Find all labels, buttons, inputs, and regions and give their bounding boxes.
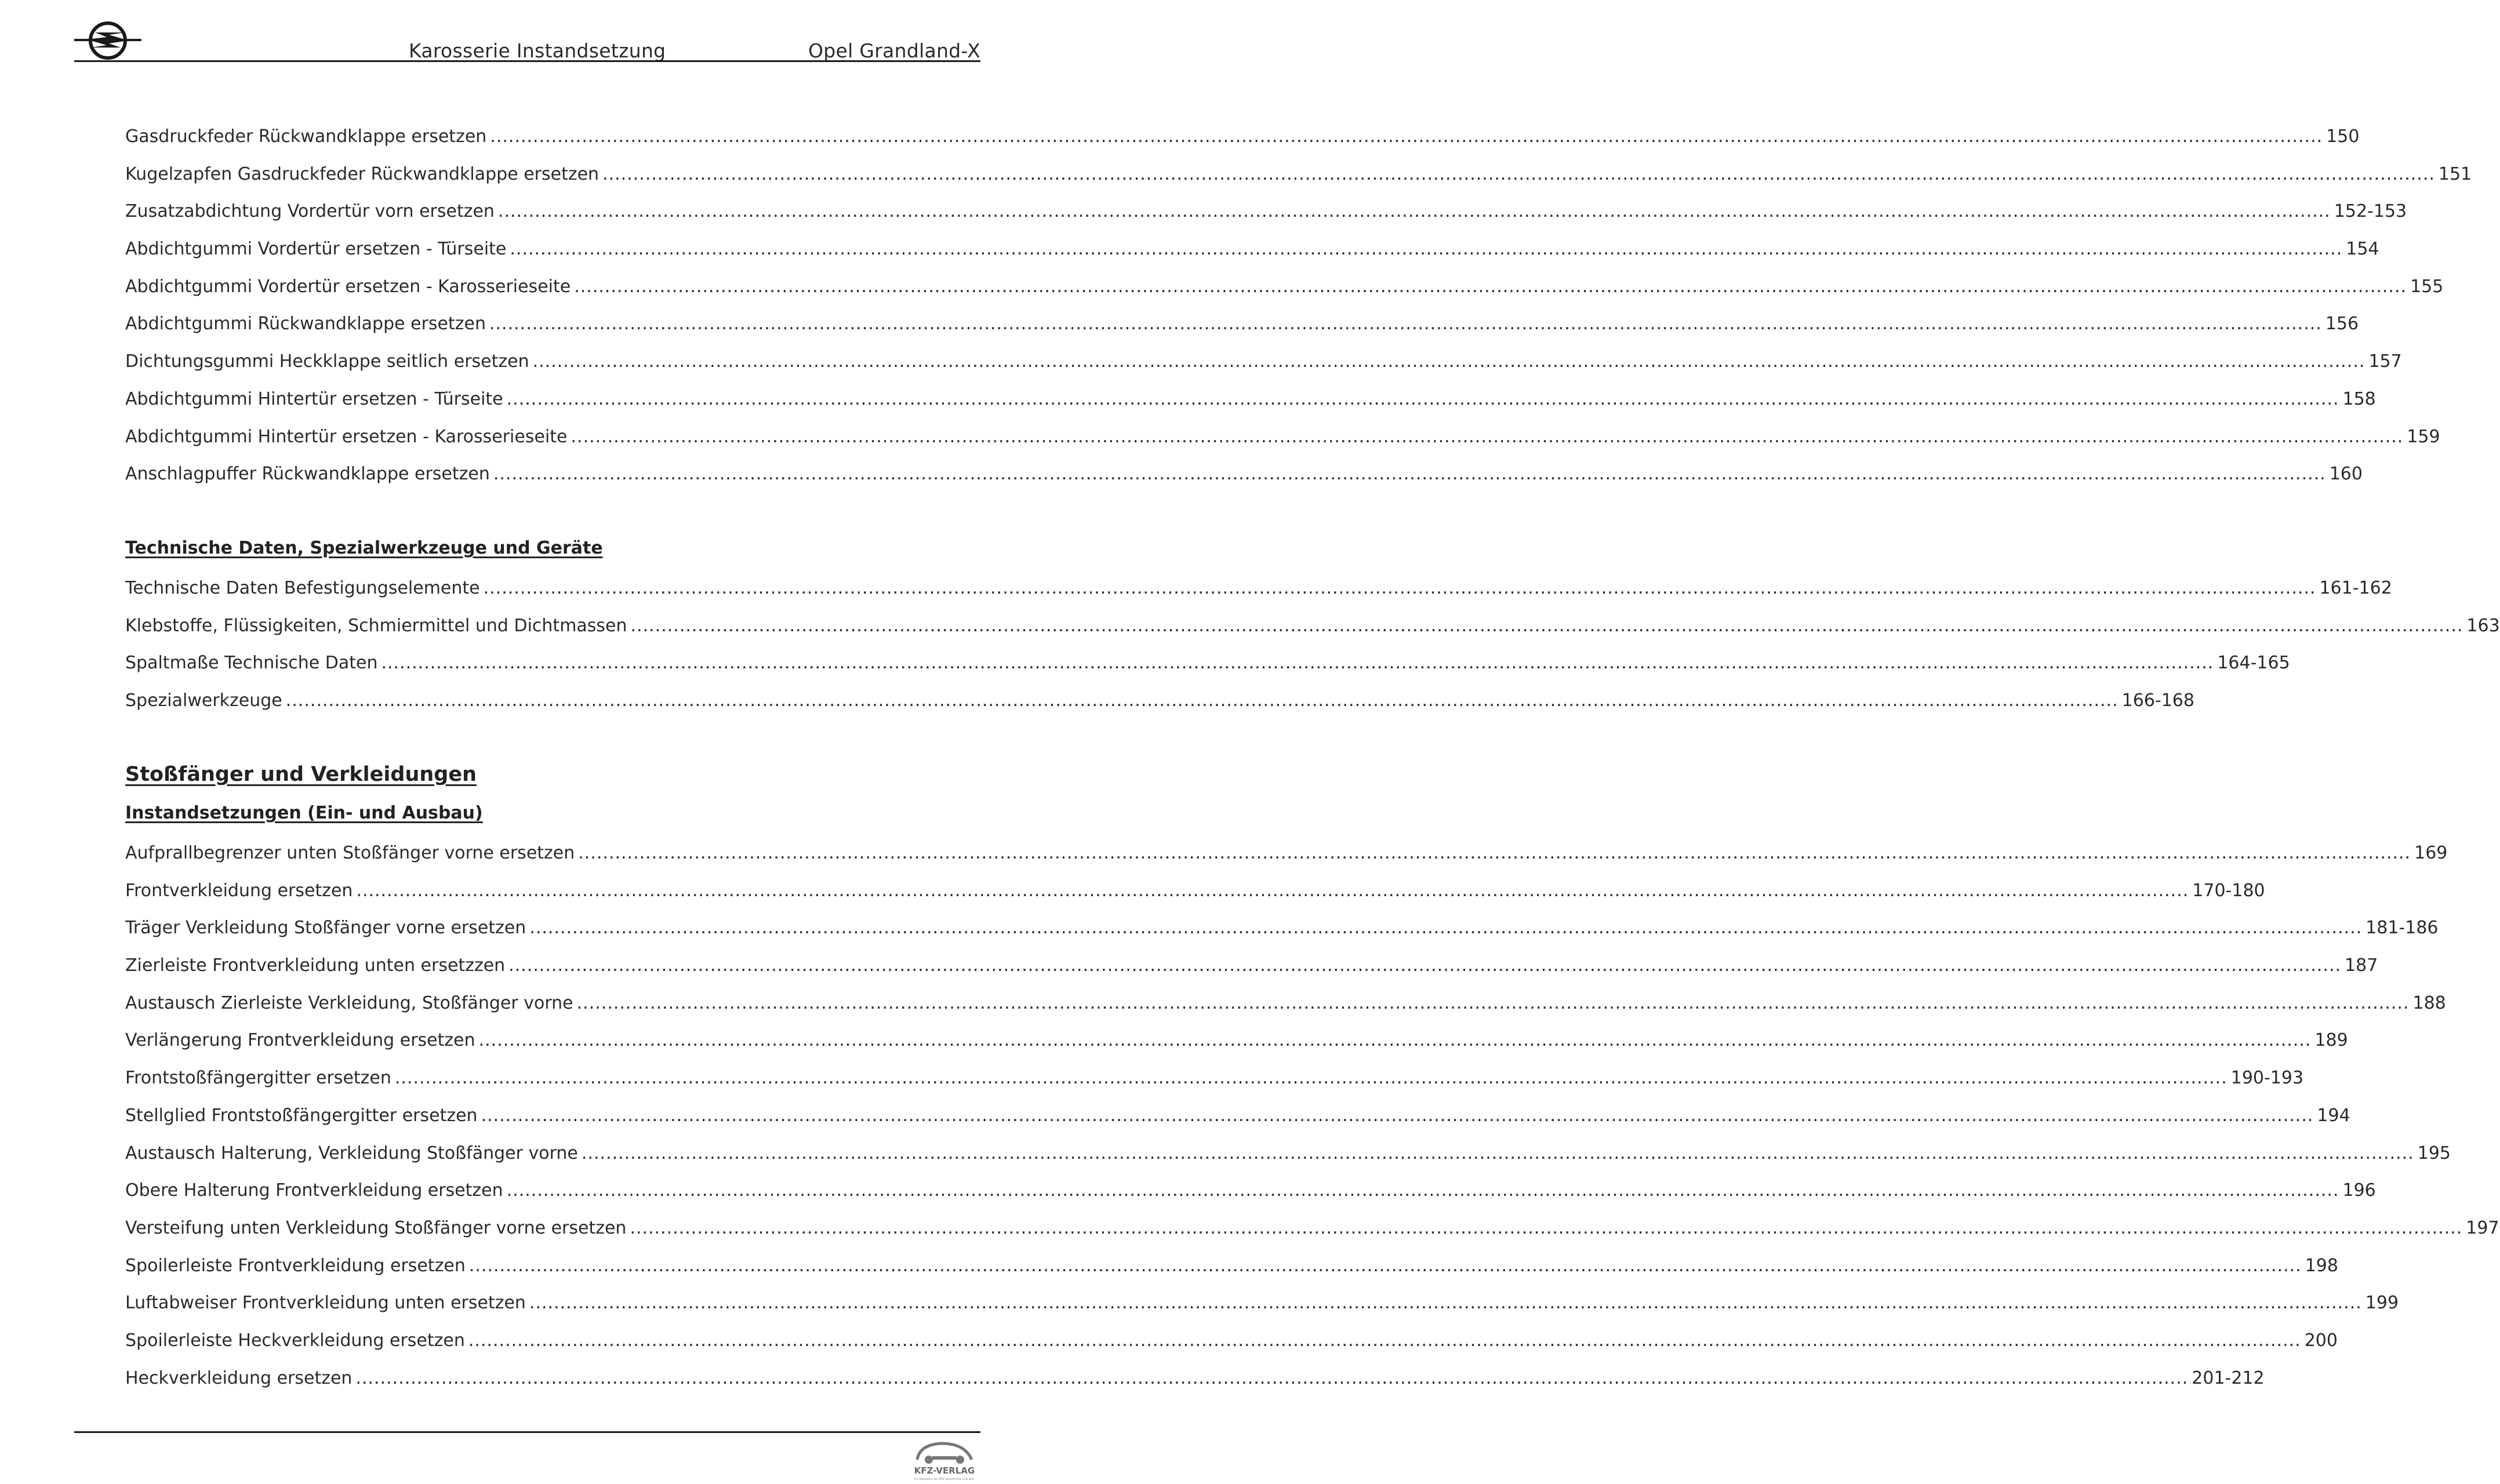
- toc-entry-page: 161-162: [2319, 578, 2392, 598]
- toc-entry: [125, 985, 2446, 1023]
- toc-entry: [125, 268, 2444, 306]
- toc-entry-page: 188: [2412, 992, 2446, 1013]
- opel-logo-icon: [74, 17, 141, 64]
- toc-entry: [125, 947, 2378, 985]
- header-model: Opel Grandland-X: [808, 39, 980, 62]
- toc-entry: [125, 456, 2363, 493]
- toc-entry: [125, 343, 2402, 381]
- toc-entry: [125, 1060, 2304, 1097]
- toc-leader-dots: ............................................................................................................................................................................................................................................................................................................: [356, 880, 2189, 901]
- toc-entry-page: 187: [2345, 955, 2378, 976]
- toc-entry: [125, 1135, 2451, 1173]
- toc-leader-dots: ............................................................................................................................................................................................................................................................................................................: [506, 1180, 2339, 1201]
- toc-entry: [125, 1322, 2338, 1360]
- toc-entry-title: Klebstoffe, Flüssigkeiten, Schmiermittel und Dichtmassen: [125, 615, 627, 636]
- toc-entry-page: 155: [2410, 276, 2444, 297]
- toc-entry-page: 150: [2326, 126, 2360, 147]
- toc-entry: [125, 1097, 2350, 1135]
- toc-entry-title: Anschlagpuffer Rückwandklappe ersetzen: [125, 464, 490, 485]
- toc-leader-dots: ............................................................................................................................................................................................................................................................................................................: [493, 464, 2326, 485]
- toc-entry-title: Zusatzabdichtung Vordertür vorn ersetzen: [125, 201, 495, 222]
- toc-leader-dots: ............................................................................................................................................................................................................................................................................................................: [574, 276, 2407, 297]
- toc-leader-dots: ............................................................................................................................................................................................................................................................................................................: [394, 1068, 2228, 1089]
- toc-entry: [125, 1285, 2399, 1322]
- toc-entry-page: 194: [2317, 1105, 2350, 1126]
- toc-entry-title: Heckverkleidung ersetzen: [125, 1367, 353, 1388]
- toc-entry-title: Dichtungsgummi Heckklappe seitlich ersetzen: [125, 351, 529, 372]
- toc-entry-page: 197: [2466, 1217, 2499, 1238]
- toc-entry: [125, 1210, 2499, 1247]
- toc-leader-dots: ............................................................................................................................................................................................................................................................................................................: [489, 314, 2322, 334]
- toc-entry-title: Abdichtgummi Vordertür ersetzen - Türseite: [125, 239, 507, 260]
- toc-entry-page: 189: [2314, 1030, 2348, 1051]
- toc-entry-page: 152-153: [2334, 201, 2407, 222]
- toc-entry-title: Spezialwerkzeuge: [125, 690, 282, 711]
- toc-entry: [125, 193, 2407, 231]
- toc-entry-title: Obere Halterung Frontverkleidung ersetzen: [125, 1180, 503, 1201]
- toc-leader-dots: ............................................................................................................................................................................................................................................................................................................: [529, 918, 2363, 939]
- subsection-heading-repairs: Instandsetzungen (Ein- und Ausbau): [125, 803, 483, 823]
- toc-group-technical-data: [125, 570, 2500, 720]
- toc-entry: [125, 305, 2359, 343]
- section-heading-bumpers: Stoßfänger und Verkleidungen: [125, 763, 477, 786]
- toc-entry-title: Frontstoßfängergitter ersetzen: [125, 1068, 391, 1089]
- toc-leader-dots: ............................................................................................................................................................................................................................................................................................................: [355, 1367, 2189, 1388]
- toc-leader-dots: ............................................................................................................................................................................................................................................................................................................: [571, 426, 2404, 447]
- kfz-verlag-logo-icon: [907, 1436, 982, 1482]
- toc-entry: [125, 682, 2194, 720]
- toc-leader-dots: ............................................................................................................................................................................................................................................................................................................: [497, 201, 2331, 222]
- toc-entry-title: Luftabweiser Frontverkleidung unten ersetzen: [125, 1293, 526, 1314]
- toc-leader-dots: ............................................................................................................................................................................................................................................................................................................: [468, 1255, 2302, 1276]
- toc-entry: [125, 910, 2439, 947]
- toc-entry-page: 166-168: [2121, 690, 2194, 711]
- toc-entry: [125, 570, 2392, 608]
- toc-entry-page: 159: [2407, 426, 2440, 447]
- subsection-heading-technical-data: Technische Daten, Spezialwerkzeuge und Geräte: [125, 538, 603, 558]
- toc-entry-title: Träger Verkleidung Stoßfänger vorne ersetzen: [125, 918, 526, 939]
- toc-leader-dots: ............................................................................................................................................................................................................................................................................................................: [581, 1143, 2414, 1163]
- toc-entry-title: Stellglied Frontstoßfängergitter ersetzen: [125, 1105, 478, 1126]
- footer-divider: [74, 1431, 980, 1433]
- toc-leader-dots: ............................................................................................................................................................................................................................................................................................................: [510, 239, 2343, 260]
- toc-entry: [125, 1022, 2348, 1060]
- toc-entry-page: 156: [2325, 314, 2359, 334]
- header-title: Karosserie Instandsetzung: [409, 39, 666, 62]
- toc-entry: [125, 381, 2376, 419]
- toc-entry-title: Austausch Zierleiste Verkleidung, Stoßfänger vorne: [125, 992, 573, 1013]
- toc-entry-title: Spoilerleiste Frontverkleidung ersetzen: [125, 1255, 466, 1276]
- toc-entry-page: 151: [2438, 163, 2472, 184]
- toc-entry-title: Abdichtgummi Hintertür ersetzen - Karosserieseite: [125, 426, 568, 447]
- toc-entry-title: Spaltmaße Technische Daten: [125, 653, 378, 674]
- toc-entry: [125, 835, 2448, 872]
- toc-leader-dots: ............................................................................................................................................................................................................................................................................................................: [478, 1030, 2312, 1051]
- toc-leader-dots: ............................................................................................................................................................................................................................................................................................................: [578, 843, 2411, 863]
- toc-entry-title: Kugelzapfen Gasdruckfeder Rückwandklappe ersetzen: [125, 163, 599, 184]
- toc-leader-dots: ............................................................................................................................................................................................................................................................................................................: [529, 1293, 2362, 1314]
- toc-entry-page: 190-193: [2230, 1068, 2304, 1089]
- toc-leader-dots: ............................................................................................................................................................................................................................................................................................................: [483, 578, 2316, 598]
- toc-entry-page: 164-165: [2217, 653, 2290, 674]
- svg-text:KFZ-VERLAG: KFZ-VERLAG: [914, 1465, 975, 1476]
- header-divider: [74, 60, 980, 62]
- toc-entry: [125, 1247, 2338, 1285]
- toc-entry-page: 199: [2365, 1293, 2399, 1314]
- toc-leader-dots: ............................................................................................................................................................................................................................................................................................................: [630, 1217, 2463, 1238]
- toc-entry: [125, 156, 2472, 194]
- toc-entry-title: Gasdruckfeder Rückwandklappe ersetzen: [125, 126, 487, 147]
- toc-entry-title: Frontverkleidung ersetzen: [125, 880, 353, 901]
- toc-leader-dots: ............................................................................................................................................................................................................................................................................................................: [576, 992, 2410, 1013]
- toc-leader-dots: ............................................................................................................................................................................................................................................................................................................: [490, 126, 2323, 147]
- toc-entry-page: 200: [2304, 1330, 2338, 1351]
- toc-entry-page: 158: [2342, 388, 2376, 409]
- toc-entry-page: 163: [2466, 615, 2500, 636]
- toc-leader-dots: ............................................................................................................................................................................................................................................................................................................: [630, 615, 2463, 636]
- toc-entry: [125, 872, 2265, 910]
- toc-entry: [125, 231, 2379, 268]
- toc-entry-page: 160: [2329, 464, 2363, 485]
- toc-entry-page: 196: [2342, 1180, 2376, 1201]
- toc-entry-page: 157: [2368, 351, 2402, 372]
- toc-entry-title: Spoilerleiste Heckverkleidung ersetzen: [125, 1330, 465, 1351]
- toc-entry-page: 195: [2417, 1143, 2451, 1163]
- toc-leader-dots: ............................................................................................................................................................................................................................................................................................................: [468, 1330, 2301, 1351]
- toc-group-bumpers: [125, 835, 2499, 1397]
- toc-leader-dots: ............................................................................................................................................................................................................................................................................................................: [602, 163, 2435, 184]
- toc-entry-title: Versteifung unten Verkleidung Stoßfänger vorne ersetzen: [125, 1217, 627, 1238]
- toc-entry: [125, 419, 2440, 456]
- toc-entry: [125, 118, 2360, 156]
- toc-leader-dots: ............................................................................................................................................................................................................................................................................................................: [506, 388, 2339, 409]
- toc-entry-page: 154: [2346, 239, 2379, 260]
- toc-group-body-seals: [125, 118, 2472, 493]
- toc-entry-page: 169: [2414, 843, 2448, 863]
- toc-entry: [125, 645, 2290, 682]
- toc-entry-page: 201-212: [2192, 1367, 2265, 1388]
- toc-entry: [125, 1360, 2265, 1398]
- toc-entry: [125, 608, 2500, 645]
- toc-entry-title: Aufprallbegrenzer unten Stoßfänger vorne ersetzen: [125, 843, 575, 863]
- toc-entry-page: 198: [2305, 1255, 2338, 1276]
- toc-entry-title: Abdichtgummi Hintertür ersetzen - Türseite: [125, 388, 503, 409]
- toc-entry-title: Zierleiste Frontverkleidung unten ersetzzen: [125, 955, 506, 976]
- toc-leader-dots: ............................................................................................................................................................................................................................................................................................................: [381, 653, 2214, 674]
- svg-text:Ihr Spezialist für KFZ spezifi: Ihr Spezialist für KFZ spezifische Literatur: [914, 1478, 975, 1481]
- toc-entry-title: Austausch Halterung, Verkleidung Stoßfänger vorne: [125, 1143, 578, 1163]
- toc-entry: [125, 1172, 2376, 1210]
- toc-entry-page: 170-180: [2192, 880, 2265, 901]
- toc-entry-title: Technische Daten Befestigungselemente: [125, 578, 480, 598]
- toc-entry-title: Verlängerung Frontverkleidung ersetzen: [125, 1030, 475, 1051]
- toc-leader-dots: ............................................................................................................................................................................................................................................................................................................: [532, 351, 2365, 372]
- toc-leader-dots: ............................................................................................................................................................................................................................................................................................................: [285, 690, 2119, 711]
- toc-entry-title: Abdichtgummi Rückwandklappe ersetzen: [125, 314, 486, 334]
- toc-leader-dots: ............................................................................................................................................................................................................................................................................................................: [481, 1105, 2314, 1126]
- toc-entry-page: 181-186: [2365, 918, 2439, 939]
- toc-leader-dots: ............................................................................................................................................................................................................................................................................................................: [508, 955, 2342, 976]
- toc-entry-title: Abdichtgummi Vordertür ersetzen - Karosserieseite: [125, 276, 571, 297]
